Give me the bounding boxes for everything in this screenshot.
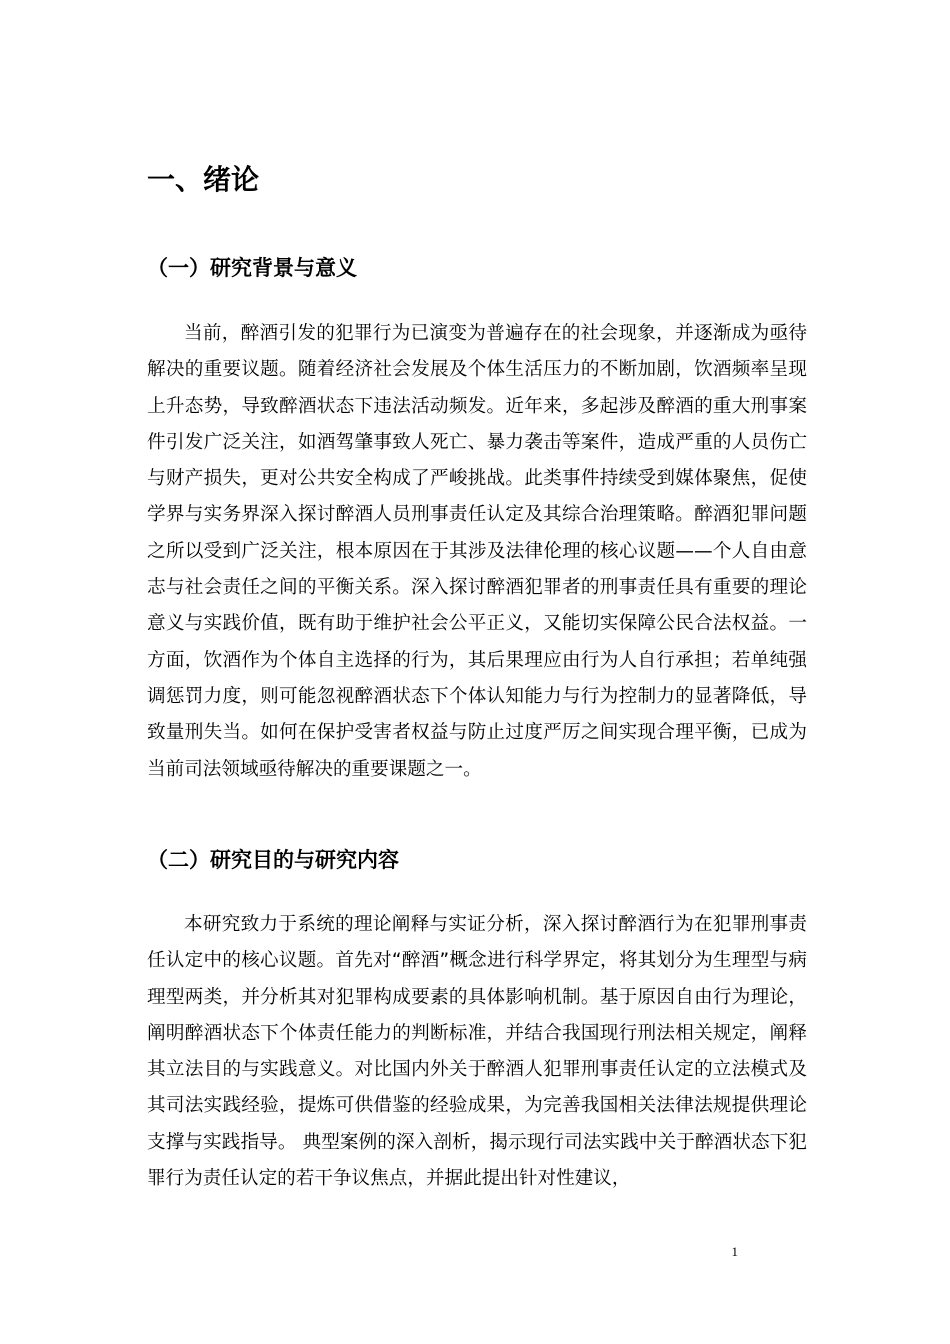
section-heading-purpose: （二）研究目的与研究内容 xyxy=(147,848,399,872)
chapter-title: 一、绪论 xyxy=(147,163,260,196)
section-paragraph-background: 当前，醉酒引发的犯罪行为已演变为普遍存在的社会现象，并逐渐成为亟待解决的重要议题。随着经济社会发展及个体生活压力的不断加剧，饮酒频率呈现上升态势，导致醉酒状态下违法活动频发。近年来，多起涉及醉酒的重大刑事案件引发广泛关注，如酒驾肇事致人死亡、暴力袭击等案件，造成严重的人员伤亡与财产损失，更对公共安全构成了严峻挑战。此类事件持续受到媒体聚焦，促使学界与实务界深入探讨醉酒人员刑事责任认定及其综合治理策略。醉酒犯罪问题之所以受到广泛关注，根本原因在于其涉及法律伦理的核心议题——个人自由意志与社会责任之间的平衡关系。深入探讨醉酒犯罪者的刑事责任具有重要的理论意义与实践价值，既有助于维护社会公平正义，又能切实保障公民合法权益。一方面，饮酒作为个体自主选择的行为，其后果理应由行为人自行承担；若单纯强调惩罚力度，则可能忽视醉酒状态下个体认知能力与行为控制力的显著降低，导致量刑失当。如何在保护受害者权益与防止过度严厉之间实现合理平衡，已成为当前司法领域亟待解决的重要课题之一。 xyxy=(147,323,807,780)
page-number: 1 xyxy=(731,1244,738,1259)
section-heading-background: （一）研究背景与意义 xyxy=(147,256,357,280)
section-paragraph-purpose: 本研究致力于系统的理论阐释与实证分析，深入探讨醉酒行为在犯罪刑事责任认定中的核心议题。首先对“醉酒”概念进行科学界定，将其划分为生理型与病理型两类，并分析其对犯罪构成要素的具体影响机制。基于原因自由行为理论，阐明醉酒状态下个体责任能力的判断标准，并结合我国现行刑法相关规定，阐释其立法目的与实践意义。对比国内外关于醉酒人犯罪刑事责任认定的立法模式及其司法实践经验，提炼可供借鉴的经验成果，为完善我国相关法律法规提供理论支撑与实践指导。 典型案例的深入剖析，揭示现行司法实践中关于醉酒状态下犯罪行为责任认定的若干争议焦点，并据此提出针对性建议， xyxy=(147,914,807,1190)
